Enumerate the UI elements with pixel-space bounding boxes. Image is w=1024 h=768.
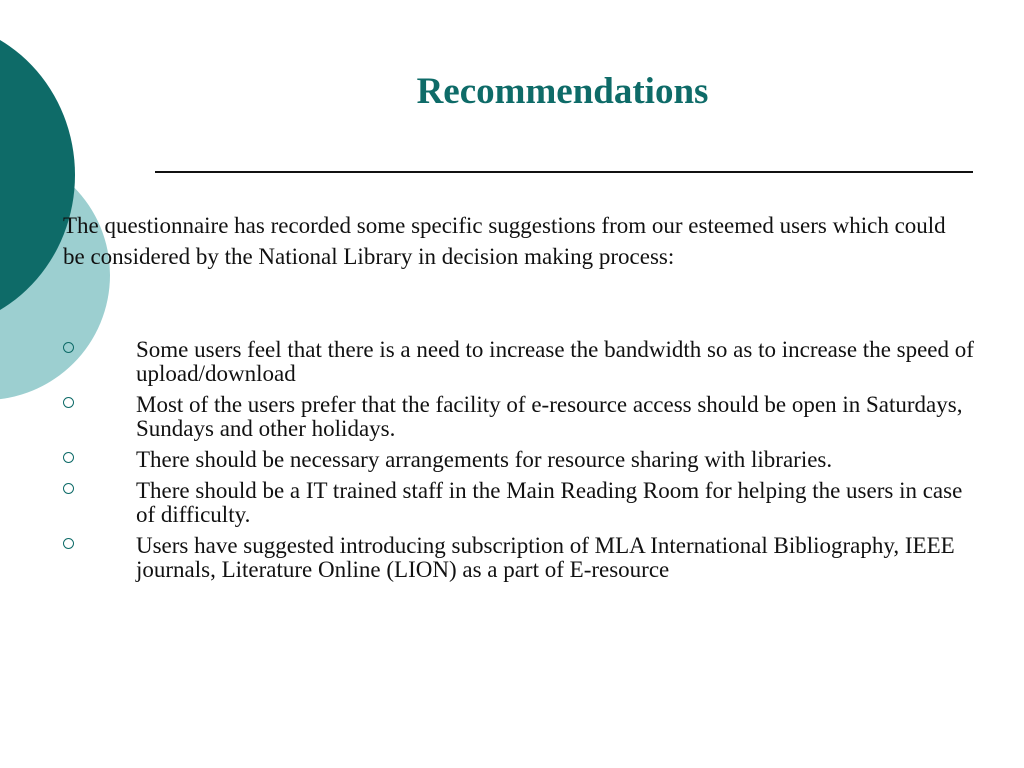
recommendation-list: [60, 338, 980, 589]
list-item-text: Users have suggested introducing subscription of MLA International Bibliography, IEEE journals, Literature Online (LION) as a part of E-resource: [136, 533, 955, 582]
hollow-circle-bullet-icon: [63, 538, 74, 549]
hollow-circle-bullet-icon: [63, 342, 74, 353]
list-item: [60, 448, 980, 472]
slide-title: Recommendations: [416, 71, 709, 112]
hollow-circle-bullet-icon: [63, 452, 74, 463]
list-item: [60, 534, 980, 582]
list-item: [60, 479, 980, 527]
list-item-text: There should be necessary arrangements for resource sharing with libraries.: [136, 447, 833, 472]
list-item-text: There should be a IT trained staff in the Main Reading Room for helping the users in case of difficulty.: [136, 478, 963, 527]
list-item: [60, 338, 980, 386]
intro-paragraph: The questionnaire has recorded some specific suggestions from our esteemed users which could be considered by the National Library in decision making process:: [63, 213, 946, 269]
hollow-circle-bullet-icon: [63, 397, 74, 408]
hollow-circle-bullet-icon: [63, 483, 74, 494]
title-divider: [155, 171, 973, 173]
list-item-text: Most of the users prefer that the facility of e-resource access should be open in Saturdays, Sundays and other holidays.: [136, 392, 963, 441]
list-item-text: Some users feel that there is a need to increase the bandwidth so as to increase the speed of upload/download: [136, 337, 974, 386]
list-item: [60, 393, 980, 441]
